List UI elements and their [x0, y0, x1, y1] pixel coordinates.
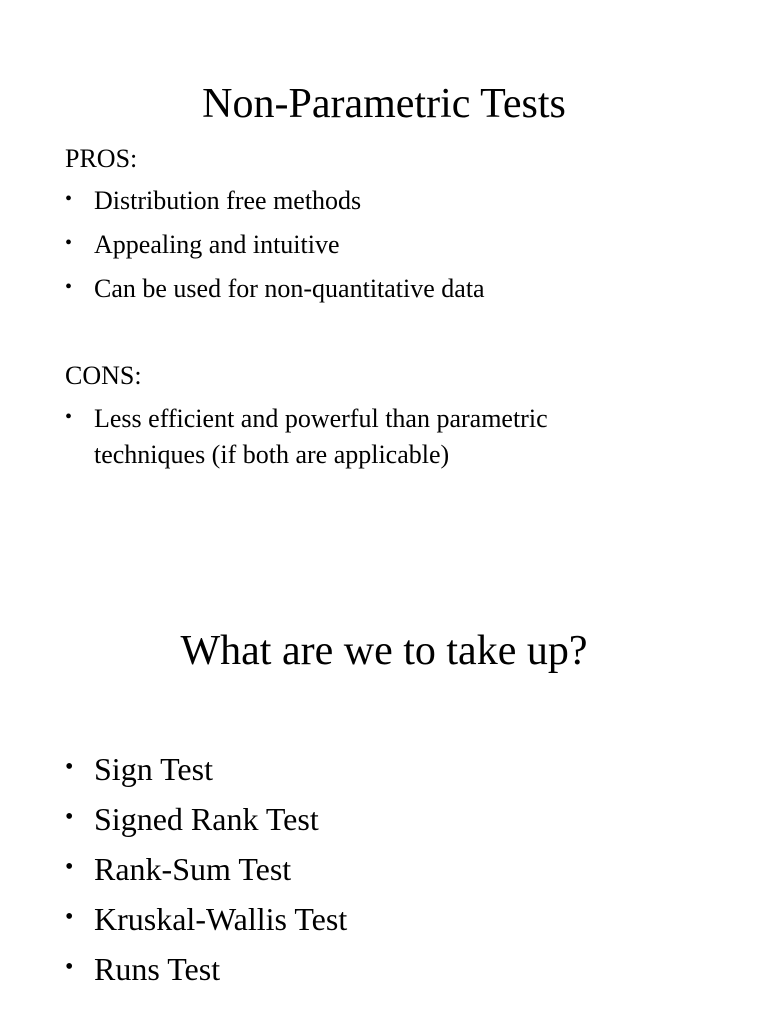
topic-item-text: Runs Test: [94, 951, 221, 987]
bullet-icon: •: [65, 854, 74, 880]
cons-item-text: Less efficient and powerful than parametric techniques (if both are applicable): [94, 404, 548, 469]
topic-item-text: Rank-Sum Test: [94, 851, 292, 887]
cons-label: CONS:: [65, 361, 142, 390]
bullet-icon: •: [65, 804, 74, 830]
topic-item-text: Kruskal-Wallis Test: [94, 901, 348, 937]
topic-item-text: Sign Test: [94, 751, 213, 787]
slide-title: What are we to take up?: [180, 628, 588, 674]
list-item: [65, 951, 347, 987]
topics-list: [65, 751, 347, 987]
pros-item-text: Distribution free methods: [94, 186, 362, 215]
list-item: [65, 227, 485, 263]
slide-title: Non-Parametric Tests: [202, 81, 566, 127]
cons-list: [65, 401, 654, 473]
list-item: [65, 183, 485, 219]
pros-label: PROS:: [65, 144, 138, 173]
list-item: [65, 271, 485, 307]
pros-list: [65, 183, 485, 307]
list-item: [65, 851, 347, 887]
list-item: [65, 751, 347, 787]
list-item: [65, 901, 347, 937]
list-item: [65, 401, 654, 473]
bullet-icon: •: [65, 188, 73, 210]
list-item: [65, 801, 347, 837]
pros-item-text: Can be used for non-quantitative data: [94, 274, 485, 303]
bullet-icon: •: [65, 754, 74, 780]
bullet-icon: •: [65, 904, 74, 930]
bullet-icon: •: [65, 954, 74, 980]
topic-item-text: Signed Rank Test: [94, 801, 319, 837]
pros-item-text: Appealing and intuitive: [94, 230, 340, 259]
bullet-icon: •: [65, 276, 73, 298]
bullet-icon: •: [65, 406, 73, 428]
slide-what-are-we-to-take-up: [0, 512, 768, 1024]
bullet-icon: •: [65, 232, 73, 254]
